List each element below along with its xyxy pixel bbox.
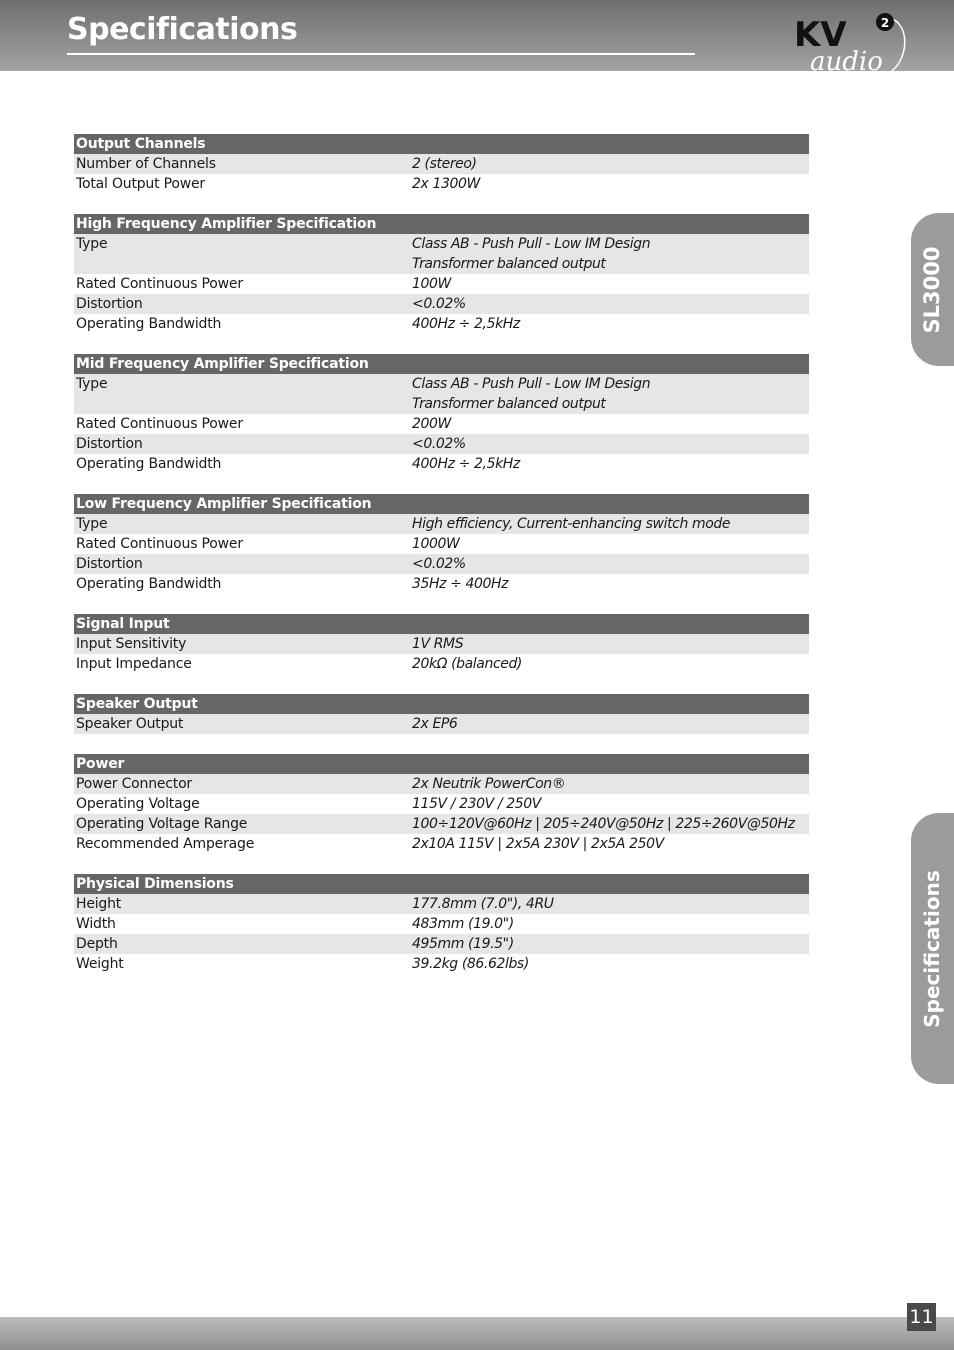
spec-value <box>412 414 809 434</box>
specifications-table <box>74 134 809 994</box>
spec-value <box>412 234 809 274</box>
spec-section <box>74 874 809 974</box>
spec-label: Type <box>76 516 108 532</box>
spec-value-line: 20kΩ (balanced) <box>412 656 522 672</box>
spec-value-line: 2x EP6 <box>412 716 458 732</box>
title-underline <box>67 53 695 55</box>
spec-row <box>74 154 809 174</box>
spec-label: Distortion <box>76 436 143 452</box>
spec-row <box>74 174 809 194</box>
page-footer <box>0 1317 954 1350</box>
spec-row <box>74 714 809 734</box>
spec-label: Rated Continuous Power <box>76 416 243 432</box>
spec-label: Input Impedance <box>76 656 192 672</box>
spec-value <box>412 814 809 834</box>
spec-section <box>74 214 809 334</box>
spec-row <box>74 834 809 854</box>
spec-value-line: 483mm (19.0") <box>412 916 514 932</box>
spec-row <box>74 514 809 534</box>
spec-section <box>74 354 809 474</box>
section-rows <box>74 774 809 854</box>
spec-value-line: 100W <box>412 276 451 292</box>
spec-section <box>74 614 809 674</box>
spec-label: Width <box>76 916 116 932</box>
spec-label: Operating Bandwidth <box>76 316 222 332</box>
spec-row <box>74 894 809 914</box>
spec-row <box>74 374 809 414</box>
spec-value <box>412 554 809 574</box>
spec-label: Height <box>76 896 122 912</box>
spec-row <box>74 934 809 954</box>
spec-value <box>412 454 809 474</box>
spec-value <box>412 314 809 334</box>
spec-value <box>412 914 809 934</box>
spec-value-line: 400Hz ÷ 2,5kHz <box>412 316 520 332</box>
logo-brand-text: KV <box>794 15 847 55</box>
spec-value-line: 2x10A 115V | 2x5A 230V | 2x5A 250V <box>412 836 664 852</box>
page-number: 11 <box>907 1303 936 1331</box>
spec-value-line: High efficiency, Current-enhancing switch mode <box>412 516 731 532</box>
section-header: High Frequency Amplifier Specification <box>74 214 809 234</box>
spec-value <box>412 634 809 654</box>
spec-row <box>74 274 809 294</box>
spec-value <box>412 894 809 914</box>
spec-value-line: 2x 1300W <box>412 176 480 192</box>
spec-row <box>74 434 809 454</box>
spec-label: Operating Voltage <box>76 796 200 812</box>
side-tab-section-label: Specifications <box>920 869 944 1028</box>
spec-row <box>74 794 809 814</box>
spec-row <box>74 534 809 554</box>
section-header: Mid Frequency Amplifier Specification <box>74 354 809 374</box>
spec-value-line: 100÷120V@60Hz | 205÷240V@50Hz | 225÷260V@50Hz <box>412 816 795 832</box>
spec-label: Operating Voltage Range <box>76 816 248 832</box>
spec-label: Type <box>76 236 108 252</box>
spec-value <box>412 954 809 974</box>
spec-value <box>412 154 809 174</box>
logo-badge-text: 2 <box>880 16 890 30</box>
spec-row <box>74 454 809 474</box>
spec-value <box>412 714 809 734</box>
spec-value <box>412 574 809 594</box>
spec-value-line: 177.8mm (7.0"), 4RU <box>412 896 554 912</box>
spec-value-line: 200W <box>412 416 451 432</box>
spec-value-line: 2x Neutrik PowerCon® <box>412 776 566 792</box>
spec-label: Speaker Output <box>76 716 184 732</box>
spec-value-line: 1V RMS <box>412 636 464 652</box>
spec-label: Rated Continuous Power <box>76 536 243 552</box>
spec-label: Operating Bandwidth <box>76 456 222 472</box>
side-tab-section <box>911 813 954 1084</box>
spec-value <box>412 654 809 674</box>
spec-label: Type <box>76 376 108 392</box>
spec-value <box>412 794 809 814</box>
spec-value <box>412 274 809 294</box>
spec-value-line: 115V / 230V / 250V <box>412 796 541 812</box>
spec-value <box>412 534 809 554</box>
spec-label: Distortion <box>76 296 143 312</box>
spec-label: Power Connector <box>76 776 192 792</box>
spec-label: Rated Continuous Power <box>76 276 243 292</box>
section-header: Signal Input <box>74 614 809 634</box>
kv-audio-logo <box>792 10 917 82</box>
spec-value-line: 400Hz ÷ 2,5kHz <box>412 456 520 472</box>
section-rows <box>74 514 809 594</box>
spec-value-line: <0.02% <box>412 556 466 572</box>
spec-row <box>74 774 809 794</box>
section-rows <box>74 154 809 194</box>
spec-row <box>74 294 809 314</box>
spec-value-line: 35Hz ÷ 400Hz <box>412 576 509 592</box>
spec-row <box>74 314 809 334</box>
spec-row <box>74 914 809 934</box>
spec-label: Weight <box>76 956 124 972</box>
spec-value-line: Class AB - Push Pull - Low IM Design <box>412 236 651 252</box>
page-header <box>0 0 954 77</box>
spec-label: Number of Channels <box>76 156 216 172</box>
spec-section <box>74 694 809 734</box>
section-rows <box>74 634 809 674</box>
spec-value <box>412 434 809 454</box>
spec-section <box>74 134 809 194</box>
logo-sub-text: audio <box>810 47 883 77</box>
spec-value-line: <0.02% <box>412 436 466 452</box>
section-header: Output Channels <box>74 134 809 154</box>
spec-row <box>74 814 809 834</box>
spec-value-line: <0.02% <box>412 296 466 312</box>
section-header: Physical Dimensions <box>74 874 809 894</box>
spec-value <box>412 774 809 794</box>
spec-row <box>74 414 809 434</box>
spec-row <box>74 954 809 974</box>
spec-value-line: Transformer balanced output <box>412 256 606 272</box>
spec-row <box>74 574 809 594</box>
section-rows <box>74 894 809 974</box>
section-rows <box>74 234 809 334</box>
spec-label: Distortion <box>76 556 143 572</box>
spec-value <box>412 514 809 534</box>
spec-row <box>74 554 809 574</box>
spec-value <box>412 934 809 954</box>
spec-value <box>412 374 809 414</box>
page-title: Specifications <box>67 12 298 47</box>
spec-value <box>412 294 809 314</box>
section-header: Low Frequency Amplifier Specification <box>74 494 809 514</box>
section-header: Power <box>74 754 809 774</box>
spec-row <box>74 234 809 274</box>
spec-label: Input Sensitivity <box>76 636 187 652</box>
section-header: Speaker Output <box>74 694 809 714</box>
spec-value-line: 2 (stereo) <box>412 156 477 172</box>
spec-value-line: Transformer balanced output <box>412 396 606 412</box>
spec-value <box>412 834 809 854</box>
spec-label: Operating Bandwidth <box>76 576 222 592</box>
spec-value-line: 495mm (19.5") <box>412 936 514 952</box>
spec-value-line: 1000W <box>412 536 460 552</box>
section-rows <box>74 714 809 734</box>
spec-label: Depth <box>76 936 118 952</box>
spec-row <box>74 654 809 674</box>
spec-value-line: Class AB - Push Pull - Low IM Design <box>412 376 651 392</box>
spec-label: Total Output Power <box>76 176 205 192</box>
side-tab-model-label: SL3000 <box>920 246 944 333</box>
side-tab-model <box>911 213 954 366</box>
spec-section <box>74 754 809 854</box>
spec-value-line: 39.2kg (86.62lbs) <box>412 956 529 972</box>
spec-section <box>74 494 809 594</box>
spec-value <box>412 174 809 194</box>
section-rows <box>74 374 809 474</box>
spec-row <box>74 634 809 654</box>
spec-label: Recommended Amperage <box>76 836 255 852</box>
